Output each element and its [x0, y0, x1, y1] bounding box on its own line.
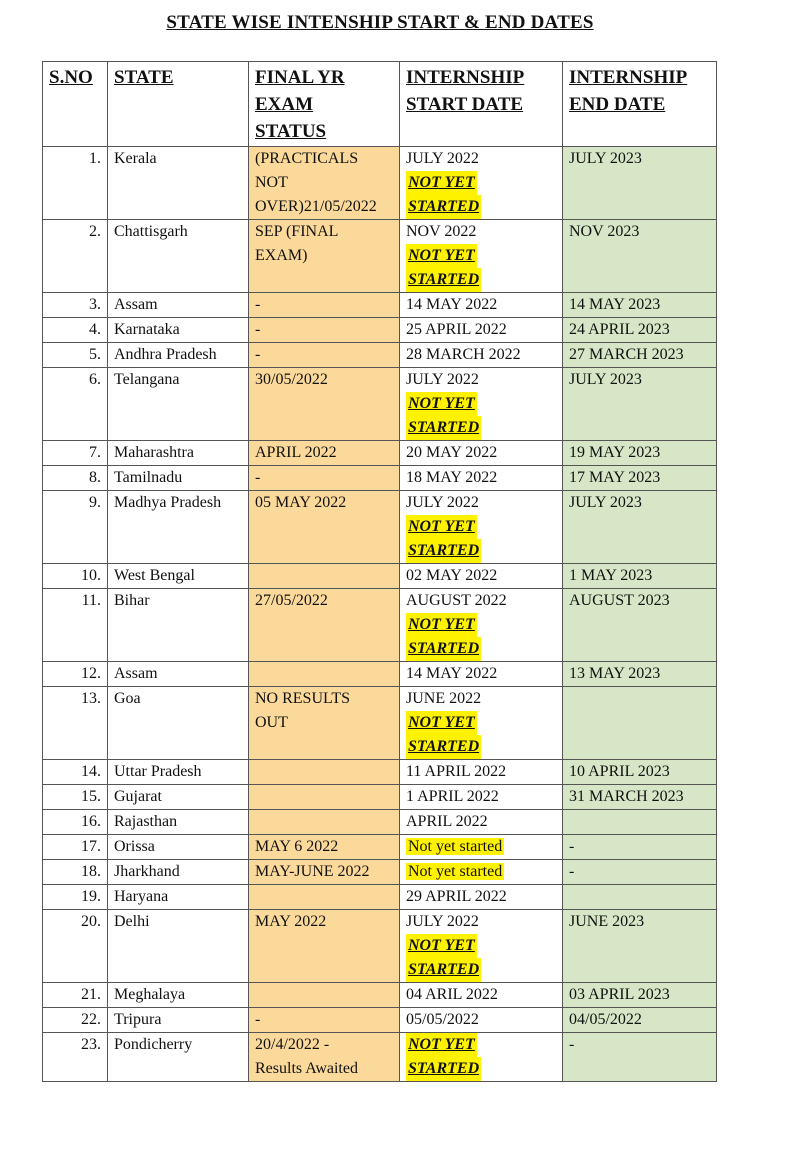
cell-sno: 19.	[43, 885, 108, 910]
cell-state: Rajasthan	[108, 810, 249, 835]
cell-end-date: 04/05/2022	[563, 1008, 717, 1033]
start-date-line	[406, 835, 556, 859]
not-yet-started-line	[406, 515, 556, 539]
cell-start-date	[400, 760, 563, 785]
not-yet-started-highlight: NOT YET	[406, 711, 477, 735]
cell-start-date	[400, 810, 563, 835]
cell-start-date	[400, 147, 563, 220]
cell-end-date	[563, 810, 717, 835]
not-yet-started-line	[406, 958, 556, 982]
cell-exam-status	[249, 343, 400, 368]
table-row	[43, 491, 717, 564]
header-end-date	[563, 62, 717, 147]
start-date-text: 29 APRIL 2022	[406, 888, 507, 905]
not-yet-started-highlight: NOT YET	[406, 171, 477, 195]
cell-state: Orissa	[108, 835, 249, 860]
header-end-line: END DATE	[569, 94, 666, 115]
cell-state: West Bengal	[108, 564, 249, 589]
cell-end-date: 31 MARCH 2023	[563, 785, 717, 810]
table-header-row	[43, 62, 717, 147]
start-date-text: 1 APRIL 2022	[406, 788, 499, 805]
cell-start-date	[400, 318, 563, 343]
cell-state: Gujarat	[108, 785, 249, 810]
not-yet-started-highlight: NOT YET	[406, 515, 477, 539]
cell-end-date: 19 MAY 2023	[563, 441, 717, 466]
cell-state: Meghalaya	[108, 983, 249, 1008]
cell-state: Chattisgarh	[108, 220, 249, 293]
not-yet-started-highlight: STARTED	[406, 735, 481, 759]
cell-sno: 9.	[43, 491, 108, 564]
cell-end-date: 13 MAY 2023	[563, 662, 717, 687]
exam-status-line: NO RESULTS	[255, 690, 350, 707]
cell-end-date: 1 MAY 2023	[563, 564, 717, 589]
start-date-text: NOV 2022	[406, 223, 477, 240]
cell-state: Telangana	[108, 368, 249, 441]
exam-status-line: APRIL 2022	[255, 444, 337, 461]
cell-start-date	[400, 491, 563, 564]
table-row	[43, 293, 717, 318]
cell-start-date	[400, 368, 563, 441]
cell-exam-status	[249, 589, 400, 662]
not-yet-started-line	[406, 1033, 556, 1057]
cell-sno: 1.	[43, 147, 108, 220]
cell-state: Assam	[108, 293, 249, 318]
cell-state: Assam	[108, 662, 249, 687]
table-row	[43, 785, 717, 810]
cell-end-date: -	[563, 835, 717, 860]
exam-status-line: 05 MAY 2022	[255, 494, 347, 511]
table-row	[43, 983, 717, 1008]
exam-status-line: MAY 6 2022	[255, 838, 339, 855]
cell-state: Tripura	[108, 1008, 249, 1033]
start-date-text: AUGUST 2022	[406, 592, 507, 609]
not-yet-started-highlight: NOT YET	[406, 934, 477, 958]
cell-exam-status	[249, 760, 400, 785]
cell-start-date	[400, 983, 563, 1008]
cell-exam-status	[249, 687, 400, 760]
cell-sno: 15.	[43, 785, 108, 810]
cell-start-date	[400, 910, 563, 983]
cell-start-date	[400, 441, 563, 466]
not-yet-started-highlight: STARTED	[406, 195, 481, 219]
cell-exam-status	[249, 885, 400, 910]
header-start-line: START DATE	[406, 94, 524, 115]
not-yet-started-line	[406, 613, 556, 637]
cell-state: Haryana	[108, 885, 249, 910]
table-row	[43, 860, 717, 885]
cell-sno: 14.	[43, 760, 108, 785]
cell-end-date: AUGUST 2023	[563, 589, 717, 662]
cell-exam-status	[249, 835, 400, 860]
cell-start-date	[400, 860, 563, 885]
cell-start-date	[400, 662, 563, 687]
cell-sno: 10.	[43, 564, 108, 589]
cell-end-date	[563, 885, 717, 910]
cell-state: Maharashtra	[108, 441, 249, 466]
cell-end-date: 14 MAY 2023	[563, 293, 717, 318]
cell-exam-status	[249, 810, 400, 835]
cell-end-date: NOV 2023	[563, 220, 717, 293]
cell-state: Andhra Pradesh	[108, 343, 249, 368]
not-yet-started-line	[406, 539, 556, 563]
cell-state: Uttar Pradesh	[108, 760, 249, 785]
cell-start-date	[400, 687, 563, 760]
cell-end-date	[563, 687, 717, 760]
cell-exam-status	[249, 1008, 400, 1033]
table-row	[43, 343, 717, 368]
start-date-text: 05/05/2022	[406, 1011, 479, 1028]
table-row	[43, 318, 717, 343]
table-row	[43, 910, 717, 983]
cell-exam-status	[249, 785, 400, 810]
exam-status-line: MAY-JUNE 2022	[255, 863, 370, 880]
cell-exam-status	[249, 441, 400, 466]
cell-exam-status	[249, 220, 400, 293]
cell-start-date	[400, 835, 563, 860]
cell-start-date	[400, 1033, 563, 1082]
exam-status-line: EXAM)	[255, 247, 308, 264]
cell-exam-status	[249, 983, 400, 1008]
table-row	[43, 687, 717, 760]
cell-sno: 16.	[43, 810, 108, 835]
header-exam-line: EXAM	[255, 94, 314, 115]
not-yet-started-highlight: NOT YET	[406, 244, 477, 268]
not-yet-started-highlight: STARTED	[406, 1057, 481, 1081]
cell-end-date: 24 APRIL 2023	[563, 318, 717, 343]
table-row	[43, 810, 717, 835]
cell-exam-status	[249, 318, 400, 343]
cell-sno: 20.	[43, 910, 108, 983]
cell-sno: 11.	[43, 589, 108, 662]
table-row	[43, 885, 717, 910]
cell-exam-status	[249, 491, 400, 564]
cell-start-date	[400, 564, 563, 589]
cell-state: Tamilnadu	[108, 466, 249, 491]
start-date-text: JUNE 2022	[406, 690, 482, 707]
cell-start-date	[400, 885, 563, 910]
start-date-text: 14 MAY 2022	[406, 296, 498, 313]
not-yet-started-highlight: Not yet started	[408, 838, 503, 855]
cell-start-date	[400, 1008, 563, 1033]
header-sno: S.NO	[43, 62, 108, 147]
cell-end-date: JUNE 2023	[563, 910, 717, 983]
header-exam-line: STATUS	[255, 121, 327, 142]
table-row	[43, 662, 717, 687]
cell-state: Goa	[108, 687, 249, 760]
not-yet-started-highlight: NOT YET	[406, 1033, 477, 1057]
start-date-text: 25 APRIL 2022	[406, 321, 507, 338]
cell-state: Madhya Pradesh	[108, 491, 249, 564]
start-date-text: 04 ARIL 2022	[406, 986, 498, 1003]
cell-exam-status	[249, 1033, 400, 1082]
table-row	[43, 220, 717, 293]
cell-end-date: -	[563, 860, 717, 885]
not-yet-started-line	[406, 637, 556, 661]
cell-sno: 7.	[43, 441, 108, 466]
not-yet-started-highlight: STARTED	[406, 958, 481, 982]
cell-end-date: 17 MAY 2023	[563, 466, 717, 491]
cell-end-date: JULY 2023	[563, 491, 717, 564]
cell-sno: 5.	[43, 343, 108, 368]
cell-sno: 13.	[43, 687, 108, 760]
cell-end-date: -	[563, 1033, 717, 1082]
header-exam-line: FINAL YR	[255, 67, 345, 88]
cell-exam-status	[249, 293, 400, 318]
exam-status-line: NOT	[255, 174, 288, 191]
start-date-text: JULY 2022	[406, 371, 479, 388]
cell-sno: 21.	[43, 983, 108, 1008]
table-row	[43, 1008, 717, 1033]
exam-status-line: 27/05/2022	[255, 592, 328, 609]
cell-sno: 18.	[43, 860, 108, 885]
exam-status-line: 20/4/2022 -	[255, 1036, 330, 1053]
table-row	[43, 564, 717, 589]
cell-sno: 23.	[43, 1033, 108, 1082]
start-date-text: 28 MARCH 2022	[406, 346, 521, 363]
not-yet-started-line	[406, 711, 556, 735]
not-yet-started-highlight: NOT YET	[406, 613, 477, 637]
exam-status-line: OUT	[255, 714, 288, 731]
table-row	[43, 835, 717, 860]
cell-start-date	[400, 785, 563, 810]
not-yet-started-line	[406, 268, 556, 292]
cell-end-date: 03 APRIL 2023	[563, 983, 717, 1008]
start-date-text: 20 MAY 2022	[406, 444, 498, 461]
table-row	[43, 368, 717, 441]
cell-sno: 17.	[43, 835, 108, 860]
exam-status-line: -	[255, 469, 261, 486]
not-yet-started-line	[406, 392, 556, 416]
cell-state: Delhi	[108, 910, 249, 983]
cell-end-date: JULY 2023	[563, 147, 717, 220]
cell-exam-status	[249, 368, 400, 441]
not-yet-started-line	[406, 416, 556, 440]
cell-state: Karnataka	[108, 318, 249, 343]
cell-sno: 2.	[43, 220, 108, 293]
not-yet-started-line	[406, 195, 556, 219]
cell-exam-status	[249, 466, 400, 491]
not-yet-started-highlight: STARTED	[406, 539, 481, 563]
header-exam-status	[249, 62, 400, 147]
start-date-text: 14 MAY 2022	[406, 665, 498, 682]
exam-status-line: -	[255, 296, 261, 313]
header-start-line: INTERNSHIP	[406, 67, 525, 88]
cell-sno: 22.	[43, 1008, 108, 1033]
exam-status-line: (PRACTICALS	[255, 150, 359, 167]
cell-state: Pondicherry	[108, 1033, 249, 1082]
cell-state: Bihar	[108, 589, 249, 662]
not-yet-started-line	[406, 1057, 556, 1081]
exam-status-line: SEP (FINAL	[255, 223, 339, 240]
table-row	[43, 589, 717, 662]
start-date-text: 18 MAY 2022	[406, 469, 498, 486]
start-date-text: APRIL 2022	[406, 813, 488, 830]
cell-sno: 6.	[43, 368, 108, 441]
exam-status-line: 30/05/2022	[255, 371, 328, 388]
not-yet-started-line	[406, 244, 556, 268]
cell-start-date	[400, 466, 563, 491]
cell-start-date	[400, 589, 563, 662]
table-row	[43, 466, 717, 491]
cell-exam-status	[249, 910, 400, 983]
cell-exam-status	[249, 662, 400, 687]
not-yet-started-line	[406, 735, 556, 759]
document-title: STATE WISE INTENSHIP START & END DATES	[166, 12, 594, 33]
exam-status-line: OVER)21/05/2022	[255, 198, 377, 215]
cell-start-date	[400, 343, 563, 368]
not-yet-started-highlight: Not yet started	[408, 863, 503, 880]
cell-state: Jharkhand	[108, 860, 249, 885]
exam-status-line: -	[255, 346, 261, 363]
table-body	[43, 147, 717, 1082]
header-end-line: INTERNSHIP	[569, 67, 688, 88]
start-date-text: 11 APRIL 2022	[406, 763, 507, 780]
cell-sno: 4.	[43, 318, 108, 343]
table-row	[43, 147, 717, 220]
cell-state: Kerala	[108, 147, 249, 220]
not-yet-started-highlight: STARTED	[406, 416, 481, 440]
cell-exam-status	[249, 147, 400, 220]
table-row	[43, 441, 717, 466]
cell-end-date: 27 MARCH 2023	[563, 343, 717, 368]
internship-dates-table	[42, 61, 717, 1082]
not-yet-started-line	[406, 934, 556, 958]
cell-start-date	[400, 293, 563, 318]
start-date-text: JULY 2022	[406, 494, 479, 511]
not-yet-started-highlight: NOT YET	[406, 392, 477, 416]
exam-status-line: -	[255, 1011, 261, 1028]
cell-end-date: 10 APRIL 2023	[563, 760, 717, 785]
header-state: STATE	[108, 62, 249, 147]
cell-end-date: JULY 2023	[563, 368, 717, 441]
start-date-text: JULY 2022	[406, 150, 479, 167]
not-yet-started-highlight: STARTED	[406, 268, 481, 292]
cell-start-date	[400, 220, 563, 293]
header-start-date	[400, 62, 563, 147]
start-date-text: 02 MAY 2022	[406, 567, 498, 584]
cell-sno: 12.	[43, 662, 108, 687]
start-date-text: JULY 2022	[406, 913, 479, 930]
cell-sno: 8.	[43, 466, 108, 491]
cell-exam-status	[249, 564, 400, 589]
cell-exam-status	[249, 860, 400, 885]
not-yet-started-highlight: STARTED	[406, 637, 481, 661]
exam-status-line: -	[255, 321, 261, 338]
table-row	[43, 1033, 717, 1082]
exam-status-line: Results Awaited	[255, 1060, 358, 1077]
start-date-line	[406, 860, 556, 884]
exam-status-line: MAY 2022	[255, 913, 327, 930]
not-yet-started-line	[406, 171, 556, 195]
table-row	[43, 760, 717, 785]
cell-sno: 3.	[43, 293, 108, 318]
